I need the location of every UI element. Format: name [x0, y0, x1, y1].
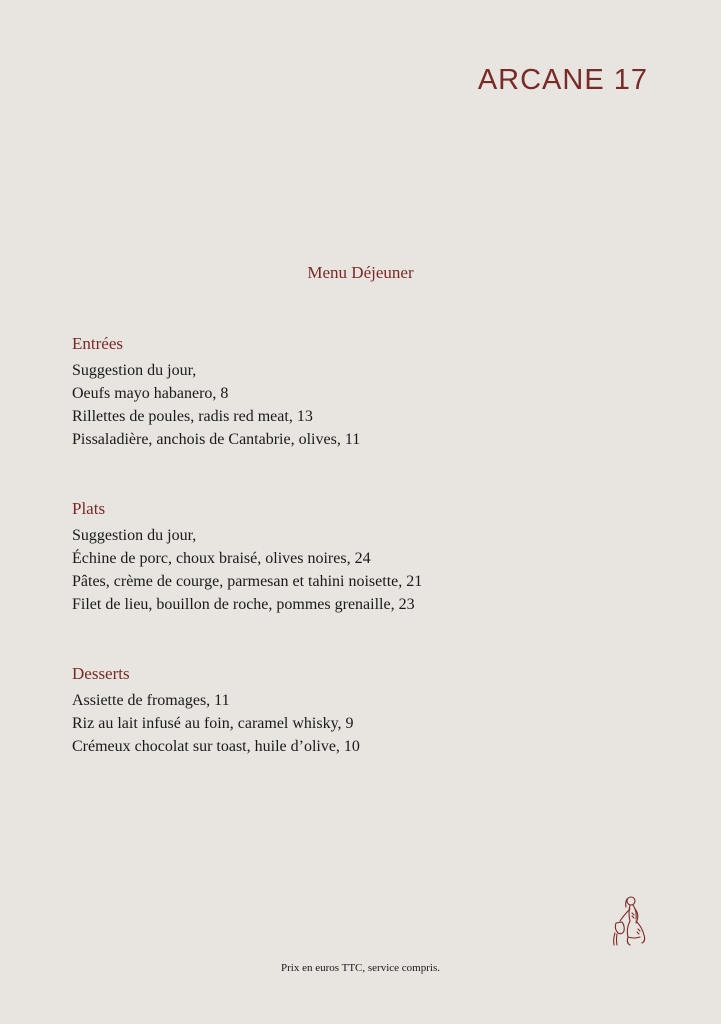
menu-item: Pâtes, crème de courge, parmesan et tahini noisette, 21	[72, 573, 423, 590]
section-title-plats: Plats	[72, 499, 106, 518]
menu-item: Filet de lieu, bouillon de roche, pommes grenaille, 23	[72, 596, 415, 613]
section-desserts	[72, 663, 360, 758]
menu-item: Pissaladière, anchois de Cantabrie, olives, 11	[72, 431, 361, 448]
section-title-entrees: Entrées	[72, 334, 123, 353]
menu-item: Crémeux chocolat sur toast, huile d’olive, 10	[72, 738, 360, 755]
menu-item: Suggestion du jour,	[72, 362, 197, 379]
menu-item: Assiette de fromages, 11	[72, 692, 230, 709]
menu-item: Oeufs mayo habanero, 8	[72, 385, 229, 402]
menu-title: Menu Déjeuner	[307, 263, 414, 282]
footer-note: Prix en euros TTC, service compris.	[281, 962, 440, 974]
menu-item: Riz au lait infusé au foin, caramel whisky, 9	[72, 715, 354, 732]
water-bearer-figure-icon	[606, 893, 654, 949]
menu-item: Échine de porc, choux braisé, olives noires, 24	[72, 550, 371, 567]
menu-item: Rillettes de poules, radis red meat, 13	[72, 408, 313, 425]
desserts-list	[72, 689, 360, 758]
section-title-desserts: Desserts	[72, 664, 130, 683]
plats-list	[72, 524, 422, 616]
menu-item: Suggestion du jour,	[72, 527, 197, 544]
section-plats	[72, 498, 422, 616]
brand-logo: ARCANE 17	[477, 64, 648, 96]
section-entrees	[72, 333, 360, 451]
entrees-list	[72, 359, 360, 451]
